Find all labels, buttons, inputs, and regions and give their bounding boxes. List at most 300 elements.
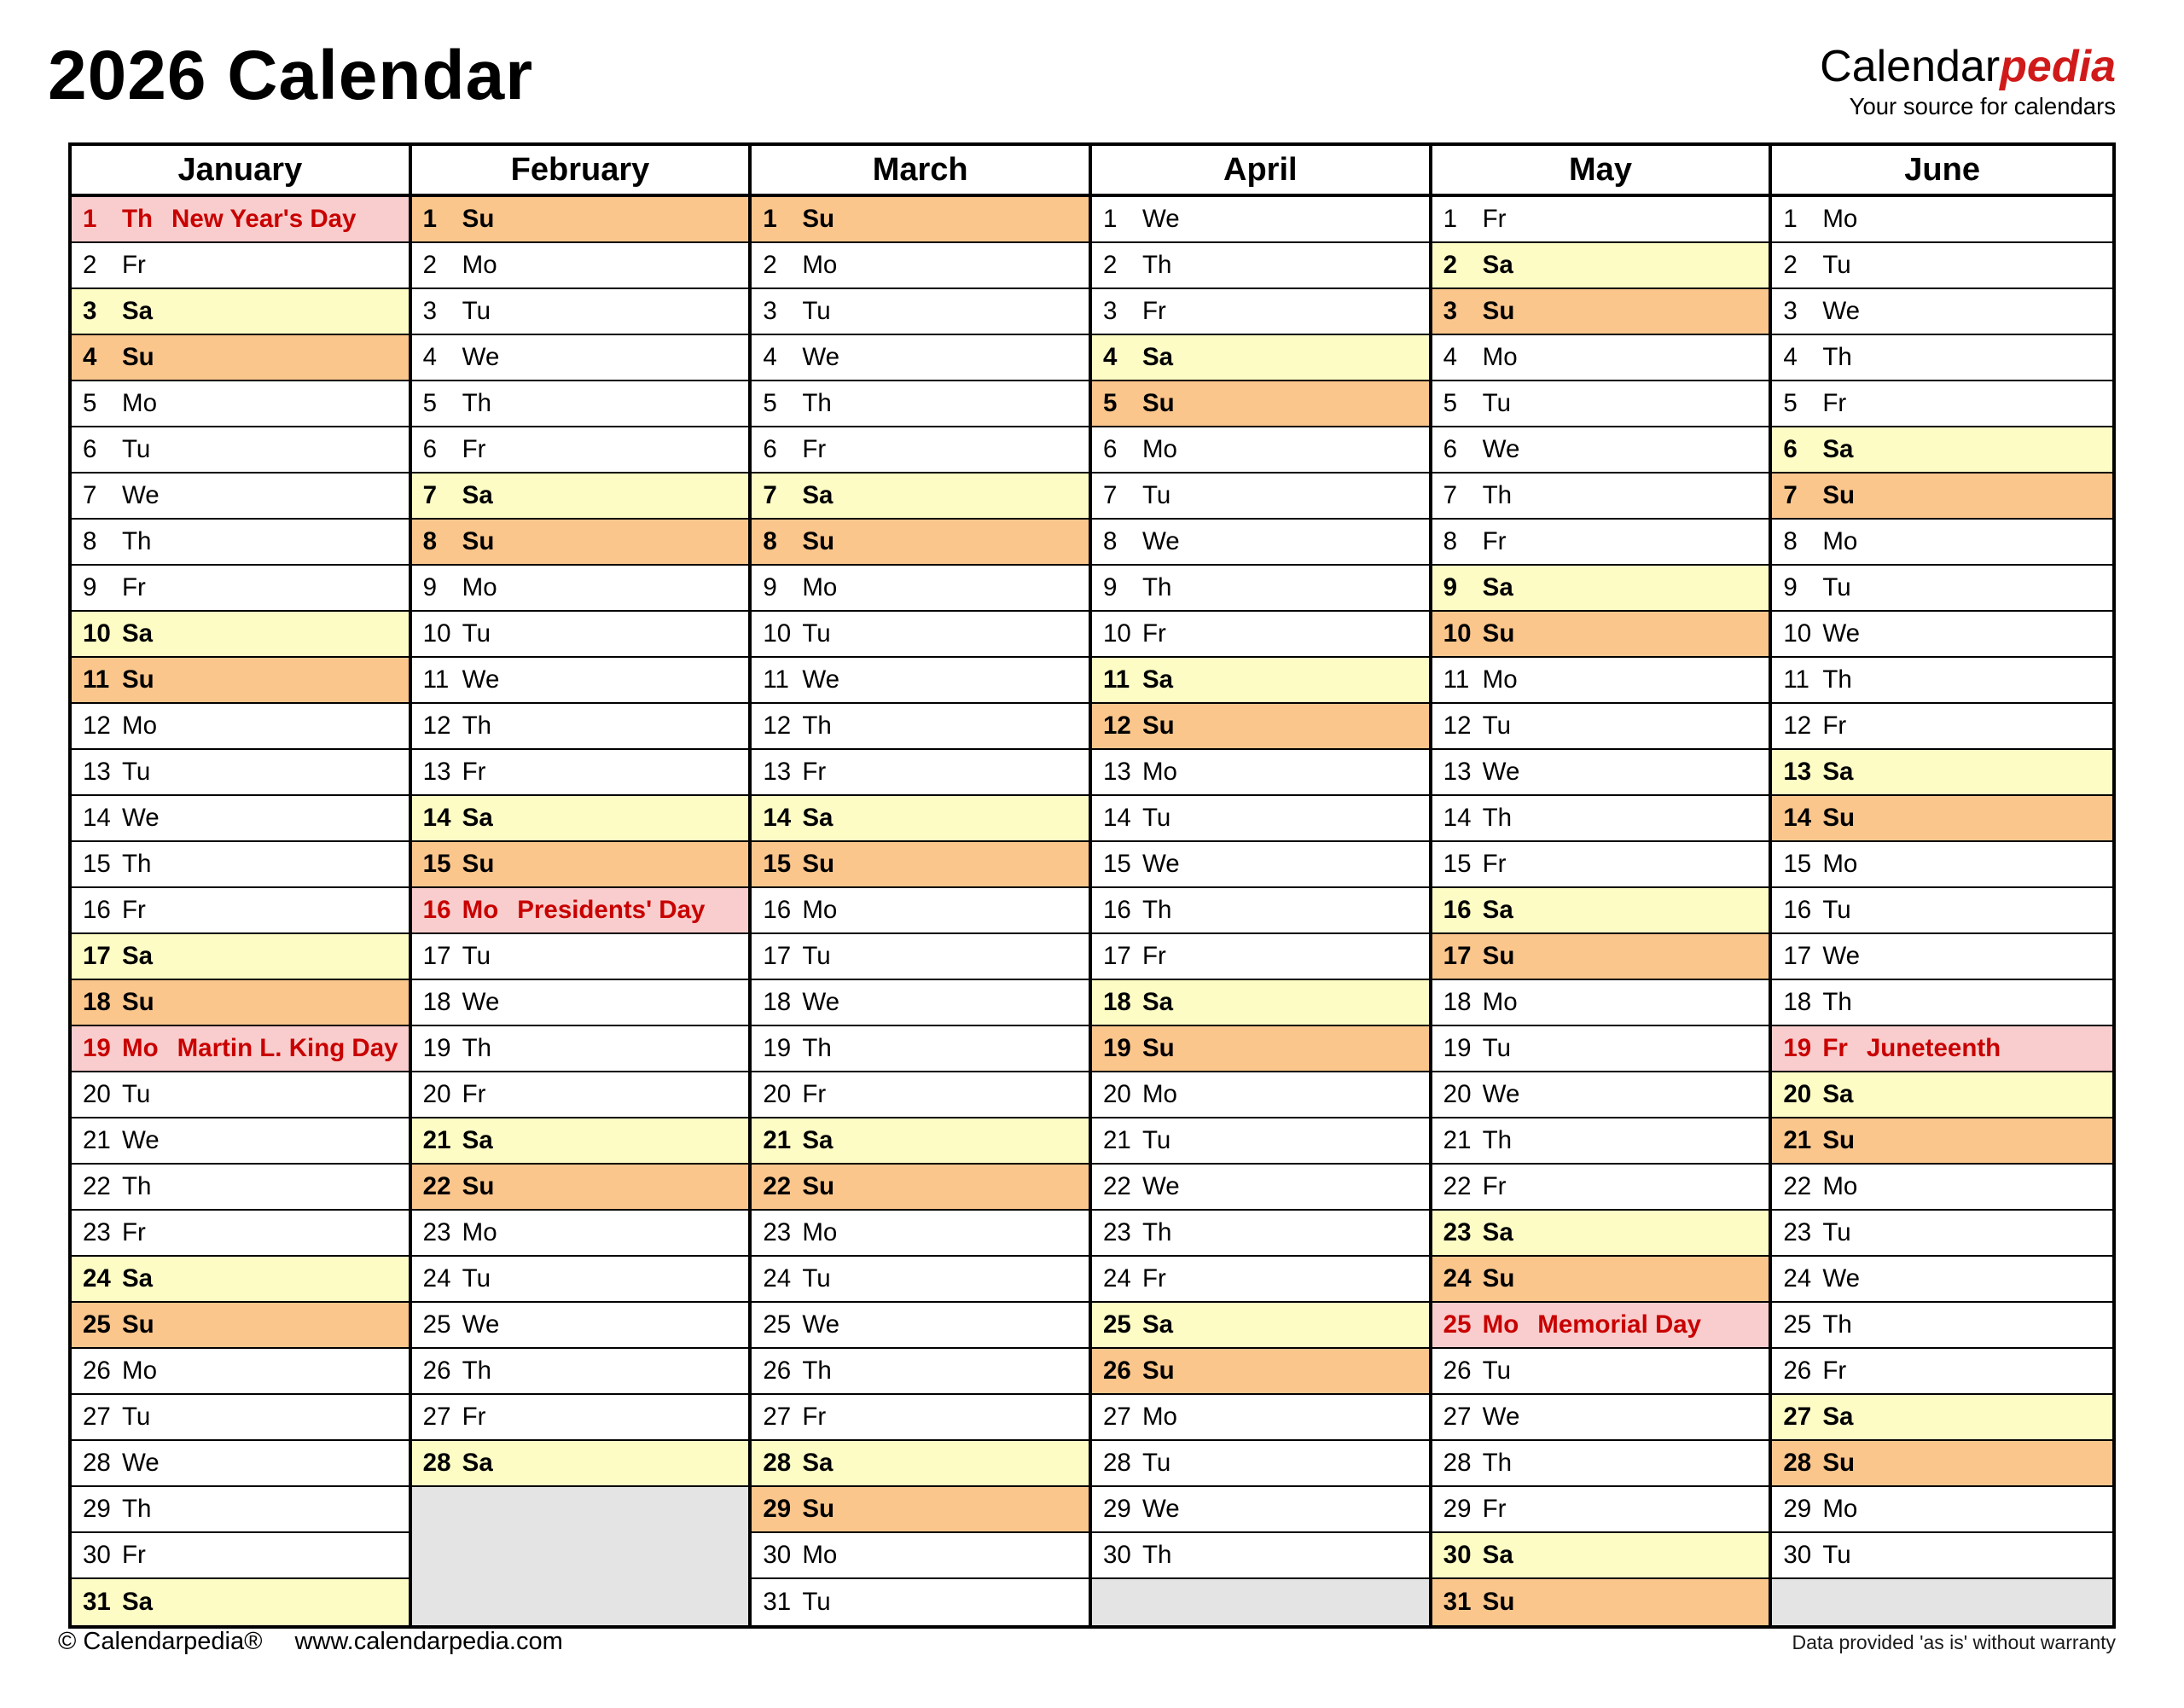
day-cell [412, 1257, 749, 1303]
month-name: January [177, 151, 303, 188]
weekday-abbr: Th [802, 1357, 832, 1385]
day-cell [412, 1303, 749, 1349]
day-number: 3 [763, 297, 777, 325]
day-number: 21 [83, 1126, 111, 1154]
weekday-abbr: Sa [1482, 1541, 1513, 1569]
footer-left [58, 1628, 563, 1656]
day-number: 22 [1783, 1172, 1812, 1200]
day-number: 23 [422, 1218, 451, 1246]
day-cell [1772, 1303, 2112, 1349]
day-cell [1772, 704, 2112, 750]
day-cell [1092, 658, 1429, 704]
day-number: 26 [763, 1357, 792, 1385]
day-number: 28 [1783, 1449, 1812, 1477]
day-cell [752, 289, 1089, 335]
day-number: 24 [1443, 1264, 1472, 1293]
logo-pedia-text: pedia [2000, 42, 2116, 91]
day-cell [72, 1118, 409, 1165]
day-cell [752, 520, 1089, 566]
day-cell [1432, 1118, 1769, 1165]
weekday-abbr: Su [1141, 712, 1175, 740]
day-number: 5 [422, 389, 438, 417]
weekday-abbr: Sa [802, 481, 834, 509]
weekday-abbr: Fr [122, 1541, 146, 1569]
day-cell [1092, 612, 1429, 658]
day-cell [752, 1579, 1089, 1625]
day-number: 2 [1102, 251, 1118, 279]
day-cell [1092, 1395, 1429, 1441]
day-cell [752, 1211, 1089, 1257]
day-cell [1092, 796, 1429, 842]
day-number: 26 [1102, 1357, 1131, 1385]
weekday-abbr: Tu [122, 758, 151, 786]
day-number: 15 [763, 850, 792, 878]
day-number: 28 [763, 1449, 792, 1477]
day-cell [1432, 473, 1769, 520]
day-number: 10 [763, 619, 792, 648]
weekday-abbr: We [122, 1449, 160, 1477]
day-number: 12 [422, 712, 451, 740]
day-number: 20 [1443, 1080, 1472, 1108]
day-number: 17 [422, 942, 451, 970]
day-number: 9 [1443, 573, 1458, 601]
day-cell-holiday [412, 888, 749, 934]
day-cell [1092, 1533, 1429, 1579]
weekday-abbr: Tu [1141, 1449, 1171, 1477]
day-cell [1772, 1395, 2112, 1441]
weekday-abbr: Mo [1482, 988, 1518, 1016]
day-number: 27 [83, 1403, 111, 1431]
weekday-abbr: Mo [802, 573, 838, 601]
weekday-abbr: Tu [1822, 896, 1851, 924]
weekday-abbr: Fr [1822, 389, 1847, 417]
day-number: 24 [1102, 1264, 1131, 1293]
weekday-abbr: Sa [802, 1126, 834, 1154]
weekday-abbr: We [802, 1310, 840, 1339]
weekday-abbr: Tu [462, 297, 491, 325]
weekday-abbr: Tu [1141, 1126, 1171, 1154]
day-cell [1772, 473, 2112, 520]
day-number: 25 [1783, 1310, 1812, 1339]
day-number: 24 [422, 1264, 451, 1293]
weekday-abbr: Th [1822, 1310, 1852, 1339]
weekday-abbr: We [1141, 850, 1180, 878]
day-cell [1092, 1165, 1429, 1211]
day-number: 15 [422, 850, 451, 878]
day-number: 16 [422, 896, 451, 924]
day-cell [72, 1257, 409, 1303]
day-cell [752, 1395, 1089, 1441]
weekday-abbr: Mo [462, 1218, 497, 1246]
weekday-abbr: Th [462, 1357, 492, 1385]
footer-copyright: © Calendarpedia® [58, 1628, 263, 1655]
weekday-abbr: Fr [122, 573, 146, 601]
day-number: 3 [422, 297, 438, 325]
weekday-abbr: Th [1482, 1449, 1513, 1477]
weekday-abbr: Fr [802, 1403, 827, 1431]
month-header-january [72, 146, 409, 197]
weekday-abbr: Su [802, 1495, 835, 1523]
footer-disclaimer: Data provided 'as is' without warranty [1792, 1631, 2116, 1653]
day-cell [72, 243, 409, 289]
day-cell [1772, 796, 2112, 842]
holiday-label: Martin L. King Day [177, 1034, 398, 1062]
day-number: 27 [1102, 1403, 1131, 1431]
day-cell [752, 888, 1089, 934]
day-number: 22 [422, 1172, 451, 1200]
weekday-abbr: Su [802, 850, 835, 878]
day-cell [1092, 842, 1429, 888]
weekday-abbr: We [1141, 1172, 1180, 1200]
day-number: 8 [1443, 527, 1458, 555]
weekday-abbr: Su [1482, 1588, 1515, 1616]
day-cell [1432, 243, 1769, 289]
day-number: 14 [1783, 804, 1812, 832]
weekday-abbr: Th [122, 527, 152, 555]
day-cell [412, 796, 749, 842]
day-cell [1432, 796, 1769, 842]
day-number: 17 [83, 942, 111, 970]
day-cell [752, 796, 1089, 842]
weekday-abbr: We [122, 1126, 160, 1154]
logo-tagline: Your source for calendars [1849, 93, 2116, 119]
day-cell [1772, 1441, 2112, 1487]
day-cell [752, 381, 1089, 427]
day-cell [1772, 980, 2112, 1026]
day-number: 14 [83, 804, 111, 832]
day-cell [72, 1349, 409, 1395]
weekday-abbr: Su [1482, 942, 1515, 970]
weekday-abbr: Th [802, 1034, 832, 1062]
day-cell [72, 888, 409, 934]
day-number: 25 [422, 1310, 451, 1339]
weekday-abbr: We [462, 988, 500, 1016]
day-number: 9 [1102, 573, 1118, 601]
day-cell [752, 612, 1089, 658]
day-number: 14 [1443, 804, 1472, 832]
day-cell [1432, 1441, 1769, 1487]
day-cell [1432, 1579, 1769, 1625]
weekday-abbr: Tu [802, 1264, 831, 1293]
day-number: 5 [1102, 389, 1118, 417]
day-number: 13 [763, 758, 792, 786]
day-number: 9 [422, 573, 438, 601]
day-number: 20 [1102, 1080, 1131, 1108]
day-number: 15 [83, 850, 111, 878]
day-cell [1772, 1118, 2112, 1165]
weekday-abbr: Mo [802, 1541, 838, 1569]
page-title: 2026 Calendar [48, 37, 534, 114]
day-number: 21 [763, 1126, 792, 1154]
weekday-abbr: Fr [1482, 1495, 1507, 1523]
weekday-abbr: Th [1822, 343, 1852, 371]
day-number: 12 [763, 712, 792, 740]
day-cell [1772, 1257, 2112, 1303]
empty-days-block [1092, 1579, 1429, 1625]
weekday-abbr: Fr [122, 896, 146, 924]
day-number: 3 [83, 297, 97, 325]
weekday-abbr: Tu [802, 297, 831, 325]
day-cell [752, 934, 1089, 980]
weekday-abbr: Fr [462, 1080, 486, 1108]
weekday-abbr: Sa [1141, 1310, 1174, 1339]
day-number: 4 [763, 343, 777, 371]
day-cell [72, 520, 409, 566]
day-cell [1432, 980, 1769, 1026]
month-header-may [1432, 146, 1769, 197]
weekday-abbr: Fr [1482, 1172, 1507, 1200]
day-cell [1432, 289, 1769, 335]
month-column-may [1432, 146, 1773, 1625]
month-name: June [1904, 151, 1980, 188]
weekday-abbr: Th [1482, 804, 1513, 832]
day-cell [1432, 1211, 1769, 1257]
day-cell [752, 704, 1089, 750]
day-cell [412, 934, 749, 980]
weekday-abbr: Fr [462, 1403, 486, 1431]
day-number: 21 [422, 1126, 451, 1154]
day-cell [1092, 566, 1429, 612]
day-number: 11 [83, 665, 110, 694]
weekday-abbr: We [1822, 1264, 1861, 1293]
month-header-march [752, 146, 1089, 197]
day-number: 4 [83, 343, 97, 371]
day-number: 23 [763, 1218, 792, 1246]
day-cell [1092, 1303, 1429, 1349]
weekday-abbr: Th [802, 389, 832, 417]
day-number: 27 [763, 1403, 792, 1431]
day-cell [72, 980, 409, 1026]
weekday-abbr: Sa [1141, 988, 1174, 1016]
day-number: 17 [1443, 942, 1472, 970]
day-cell [412, 612, 749, 658]
day-number: 15 [1783, 850, 1812, 878]
day-cell [752, 1165, 1089, 1211]
day-cell [412, 566, 749, 612]
day-cell [72, 566, 409, 612]
weekday-abbr: Mo [1822, 1495, 1858, 1523]
weekday-abbr: Sa [1822, 758, 1854, 786]
weekday-abbr: Tu [1141, 481, 1171, 509]
month-column-march [752, 146, 1092, 1625]
day-cell [1772, 289, 2112, 335]
day-cell [1772, 750, 2112, 796]
weekday-abbr: Fr [1822, 1357, 1847, 1385]
day-cell [72, 1395, 409, 1441]
day-cell [72, 335, 409, 381]
weekday-abbr: We [462, 343, 500, 371]
weekday-abbr: Fr [462, 758, 486, 786]
day-number: 13 [1443, 758, 1472, 786]
day-number: 1 [1443, 205, 1458, 233]
day-number: 28 [422, 1449, 451, 1477]
weekday-abbr: Mo [1822, 527, 1858, 555]
weekday-abbr: Sa [122, 1264, 154, 1293]
day-cell [752, 1487, 1089, 1533]
weekday-abbr: Tu [1822, 251, 1851, 279]
weekday-abbr: We [1482, 1080, 1520, 1108]
day-number: 14 [763, 804, 792, 832]
weekday-abbr: Mo [1482, 343, 1518, 371]
day-number: 1 [422, 205, 438, 233]
day-cell-holiday [72, 197, 409, 243]
weekday-abbr: Mo [1141, 435, 1177, 463]
weekday-abbr: We [1482, 758, 1520, 786]
day-cell [412, 1118, 749, 1165]
weekday-abbr: Mo [1482, 1310, 1519, 1339]
weekday-abbr: We [1822, 942, 1861, 970]
weekday-abbr: Tu [462, 942, 491, 970]
day-cell [1092, 1026, 1429, 1072]
day-number: 25 [1102, 1310, 1131, 1339]
day-number: 24 [763, 1264, 792, 1293]
weekday-abbr: Th [1141, 1218, 1172, 1246]
day-number: 16 [1443, 896, 1472, 924]
day-number: 14 [422, 804, 451, 832]
day-number: 6 [422, 435, 438, 463]
weekday-abbr: Sa [462, 1449, 493, 1477]
weekday-abbr: Tu [122, 1403, 151, 1431]
day-number: 19 [1443, 1034, 1472, 1062]
day-cell [752, 566, 1089, 612]
day-cell [1432, 704, 1769, 750]
day-cell [1092, 1257, 1429, 1303]
day-number: 20 [763, 1080, 792, 1108]
day-number: 9 [83, 573, 97, 601]
day-cell [72, 1533, 409, 1579]
weekday-abbr: Sa [462, 481, 493, 509]
day-number: 4 [1783, 343, 1798, 371]
day-number: 3 [1443, 297, 1458, 325]
day-number: 29 [1783, 1495, 1812, 1523]
weekday-abbr: Sa [1141, 665, 1174, 694]
month-name: March [872, 151, 968, 188]
day-cell [412, 520, 749, 566]
weekday-abbr: Fr [1141, 297, 1166, 325]
day-number: 26 [422, 1357, 451, 1385]
day-number: 8 [763, 527, 777, 555]
day-cell [1432, 612, 1769, 658]
weekday-abbr: Fr [802, 435, 827, 463]
day-number: 21 [1102, 1126, 1131, 1154]
day-cell [412, 289, 749, 335]
weekday-abbr: Sa [122, 942, 154, 970]
day-number: 4 [422, 343, 438, 371]
day-number: 3 [1783, 297, 1798, 325]
weekday-abbr: Mo [462, 896, 499, 924]
weekday-abbr: Sa [1822, 1403, 1854, 1431]
weekday-abbr: Th [802, 712, 832, 740]
weekday-abbr: Mo [1482, 665, 1518, 694]
day-cell [72, 934, 409, 980]
day-number: 2 [83, 251, 97, 279]
day-cell [1092, 750, 1429, 796]
day-cell [1772, 612, 2112, 658]
day-cell [1092, 1487, 1429, 1533]
day-number: 22 [1102, 1172, 1131, 1200]
day-cell [1432, 658, 1769, 704]
day-cell [72, 796, 409, 842]
weekday-abbr: Th [462, 712, 492, 740]
day-number: 24 [83, 1264, 111, 1293]
day-cell [412, 980, 749, 1026]
weekday-abbr: Fr [122, 251, 146, 279]
day-number: 30 [1102, 1541, 1131, 1569]
day-cell-holiday [1432, 1303, 1769, 1349]
day-cell [1772, 1165, 2112, 1211]
weekday-abbr: Su [802, 205, 835, 233]
day-cell [72, 1441, 409, 1487]
day-number: 18 [1783, 988, 1812, 1016]
month-column-june [1772, 146, 2112, 1625]
day-cell [72, 1165, 409, 1211]
weekday-abbr: Mo [122, 712, 157, 740]
day-cell [752, 980, 1089, 1026]
day-cell [752, 243, 1089, 289]
weekday-abbr: Th [1482, 1126, 1513, 1154]
weekday-abbr: Su [462, 1172, 495, 1200]
day-cell [72, 473, 409, 520]
day-cell [1432, 1072, 1769, 1118]
weekday-abbr: Th [1141, 1541, 1172, 1569]
calendar-table [68, 142, 2116, 1629]
day-number: 31 [763, 1588, 792, 1616]
day-number: 13 [83, 758, 111, 786]
day-cell [412, 842, 749, 888]
weekday-abbr: Th [1141, 896, 1172, 924]
day-cell [1432, 1165, 1769, 1211]
day-cell-holiday [72, 1026, 409, 1072]
weekday-abbr: We [462, 665, 500, 694]
weekday-abbr: Mo [462, 251, 497, 279]
weekday-abbr: We [1482, 1403, 1520, 1431]
weekday-abbr: Fr [802, 1080, 827, 1108]
day-number: 9 [1783, 573, 1798, 601]
weekday-abbr: We [1482, 435, 1520, 463]
day-cell [1432, 750, 1769, 796]
day-number: 25 [83, 1310, 111, 1339]
day-number: 21 [1443, 1126, 1472, 1154]
weekday-abbr: Su [462, 205, 495, 233]
day-number: 8 [1102, 527, 1118, 555]
weekday-abbr: Tu [462, 1264, 491, 1293]
day-cell [752, 750, 1089, 796]
day-number: 12 [1783, 712, 1812, 740]
day-cell [1092, 197, 1429, 243]
day-number: 30 [83, 1541, 111, 1569]
weekday-abbr: Th [462, 389, 492, 417]
day-cell [1432, 842, 1769, 888]
day-cell [1432, 1533, 1769, 1579]
weekday-abbr: Tu [1482, 1357, 1511, 1385]
day-number: 2 [1443, 251, 1458, 279]
day-number: 1 [1102, 205, 1118, 233]
weekday-abbr: Sa [1482, 896, 1513, 924]
weekday-abbr: Mo [462, 573, 497, 601]
day-number: 4 [1102, 343, 1118, 371]
day-number: 17 [1102, 942, 1131, 970]
day-cell [1432, 520, 1769, 566]
weekday-abbr: Tu [1482, 1034, 1511, 1062]
day-number: 4 [1443, 343, 1458, 371]
weekday-abbr: Mo [1822, 850, 1858, 878]
day-number: 8 [83, 527, 97, 555]
day-cell [752, 427, 1089, 473]
day-cell [1772, 520, 2112, 566]
day-cell [1432, 566, 1769, 612]
day-number: 19 [83, 1034, 111, 1062]
day-number: 28 [1443, 1449, 1472, 1477]
